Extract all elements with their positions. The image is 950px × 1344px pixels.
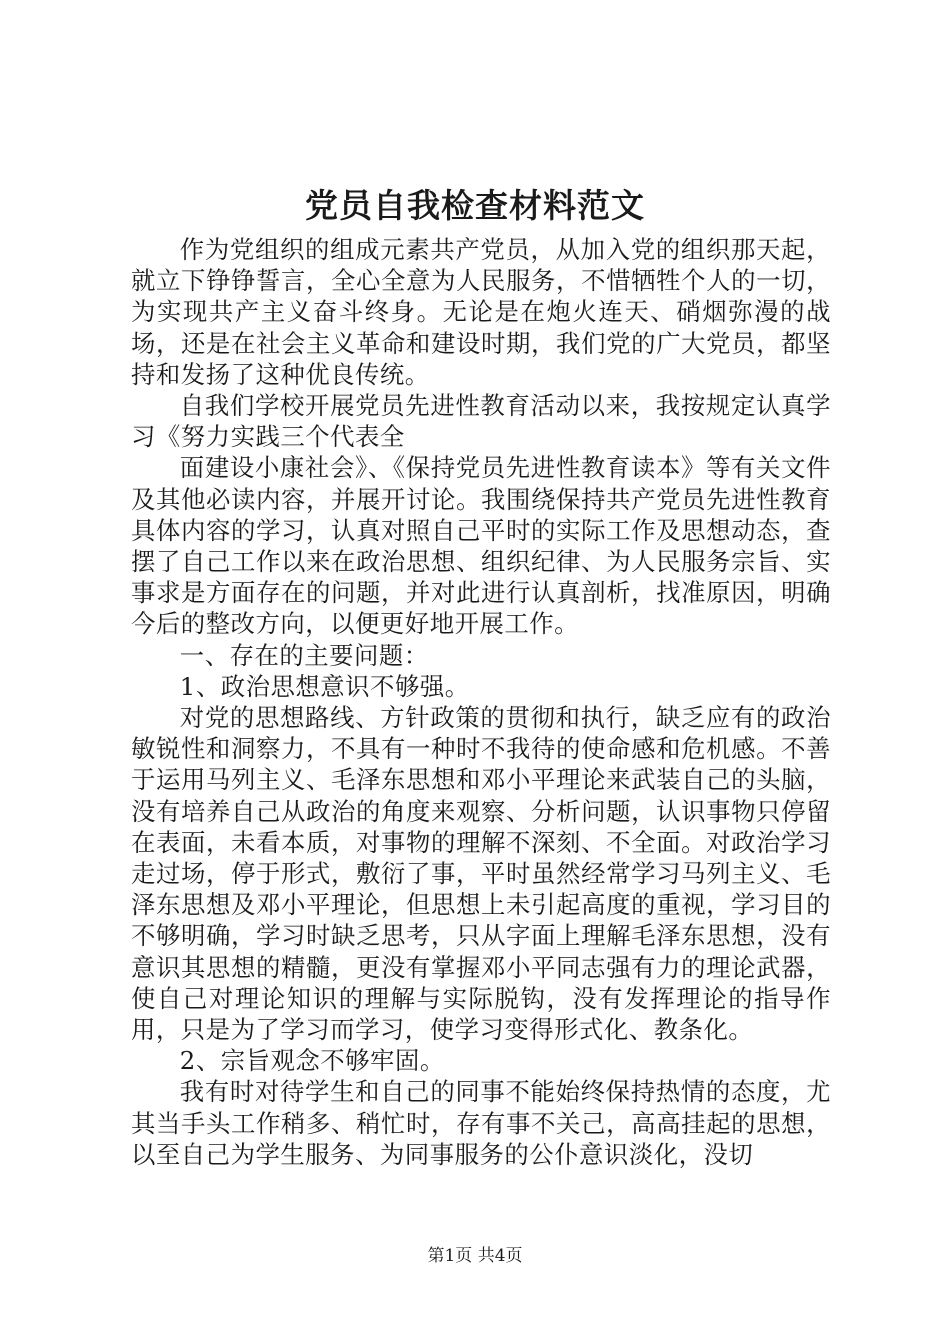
paragraph: 面建设小康社会》、《保持党员先进性教育读本》等有关文件及其他必读内容，并展开讨论。我围绕保持共产党员先进性教育具体内容的学习，认真对照自己平时的实际工作及思想动态，查摆了自己工作以来在政治思想、组织纪律、为人民服务宗旨、实事求是方面存在的问题，并对此进行认真剖析，找准原因，明确今后的整改方向，以便更好地开展工作。: [131, 453, 831, 639]
section-heading: 一、存在的主要问题：: [179, 640, 429, 670]
paragraph: 自我们学校开展党员先进性教育活动以来，我按规定认真学习《努力实践三个代表全: [131, 391, 831, 452]
subsection-heading: 1、政治思想意识不够强。: [179, 671, 470, 701]
paragraph: 对党的思想路线、方针政策的贯彻和执行，缺乏应有的政治敏锐性和洞察力，不具有一种时不我待的使命感和危机感。不善于运用马列主义、毛泽东思想和邓小平理论来武装自己的头脑，没有培养自己从政治的角度来观察、分析问题，认识事物只停留在表面，未看本质，对事物的理解不深刻、不全面。对政治学习走过场，停于形式，敷衍了事，平时虽然经常学习马列主义、毛泽东思想及邓小平理论，但思想上未引起高度的重视，学习目的不够明确，学习时缺乏思考，只从字面上理解毛泽东思想，没有意识其思想的精髓，更没有掌握邓小平同志强有力的理论武器，使自己对理论知识的理解与实际脱钩，没有发挥理论的指导作用，只是为了学习而学习，使学习变得形式化、教条化。: [131, 703, 831, 1045]
subsection-heading: 2、宗旨观念不够牢固。: [179, 1046, 445, 1076]
document-body: [131, 234, 831, 1170]
page-footer: 第1页 共4页: [427, 1246, 523, 1266]
paragraph: 作为党组织的组成元素共产党员，从加入党的组织那天起，就立下铮铮誓言，全心全意为人民服务，不惜牺牲个人的一切，为实现共产主义奋斗终身。无论是在炮火连天、硝烟弥漫的战场，还是在社会主义革命和建设时期，我们党的广大党员，都坚持和发扬了这种优良传统。: [131, 235, 831, 389]
paragraph: 我有时对待学生和自己的同事不能始终保持热情的态度，尤其当手头工作稍多、稍忙时，存有事不关己，高高挂起的思想，以至自己为学生服务、为同事服务的公仆意识淡化，没切: [131, 1077, 831, 1169]
document-title: 党员自我检查材料范文: [305, 186, 645, 225]
